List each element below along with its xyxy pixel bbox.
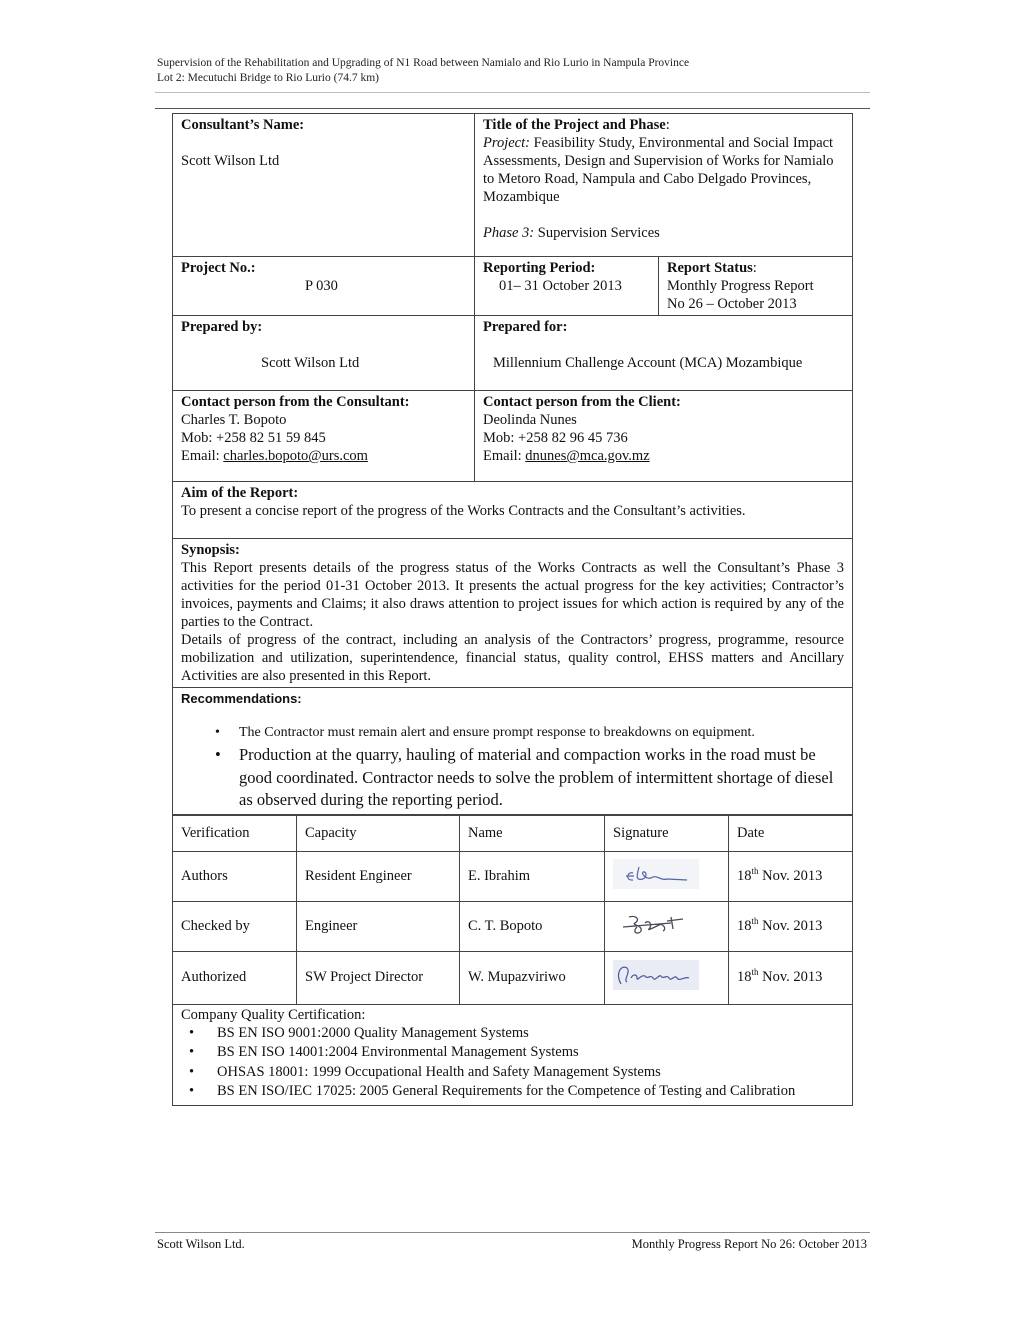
aim-cell [173, 482, 853, 539]
verification-capacity: SW Project Director [297, 951, 460, 1004]
project-period-row [173, 257, 853, 316]
verification-name: E. Ibrahim [460, 851, 605, 901]
verification-name: C. T. Bopoto [460, 901, 605, 951]
synopsis-paragraph-2: Details of progress of the contract, including an analysis of the Contractors’ progress, programme, resource mobilization and utilization, superintendence, financial status, quality control, EHSS matters and Ancillary Activities are also presented in this Report. [181, 632, 844, 684]
aim-row [173, 482, 853, 539]
prepared-for-value: Millennium Challenge Account (MCA) Mozambique [493, 355, 803, 371]
signature-header: Signature [605, 815, 729, 851]
verification-role: Authors [173, 851, 297, 901]
report-status-line-1: Monthly Progress Report [667, 278, 814, 294]
synopsis-row [173, 539, 853, 688]
client-contact-label: Contact person from the Client: [483, 394, 681, 410]
consultant-name: Scott Wilson Ltd [181, 153, 280, 169]
certification-item: • BS EN ISO 14001:2004 Environmental Management Systems [217, 1043, 844, 1063]
project-label: Project: [483, 135, 530, 151]
signature-bopoto-icon [613, 909, 699, 939]
consultant-contact-mobile: Mob: +258 82 51 59 845 [181, 430, 326, 446]
prepared-for-cell [475, 316, 853, 391]
certification-item: • OHSAS 18001: 1999 Occupational Health and Safety Management Systems [217, 1063, 844, 1083]
synopsis-label: Synopsis: [181, 542, 240, 558]
aim-text: To present a concise report of the progress of the Works Contracts and the Consultant’s activities. [181, 503, 746, 519]
recommendation-item: • Production at the quarry, hauling of material and compaction works in the road must be good coordinated. Contractor needs to solve the problem of intermittent shortage of diesel as observed during the reporting period. [239, 744, 844, 812]
signature-mupazviriwo-icon [613, 960, 699, 990]
header-divider [155, 92, 870, 93]
verification-name: W. Mupazviriwo [460, 951, 605, 1004]
contacts-row [173, 391, 853, 482]
report-status-line-2: No 26 – October 2013 [667, 296, 797, 312]
phase-label: Phase 3: [483, 225, 535, 241]
consultant-contact-cell: Contact person from the Consultant: Charles T. Bopoto Mob: +258 82 51 59 845 Email: charles.bopoto@urs.com [173, 391, 475, 482]
consultant-email-link[interactable]: charles.bopoto@urs.com [223, 448, 368, 464]
verification-row-checked [173, 901, 853, 951]
verification-table [172, 815, 853, 1106]
client-contact-name: Deolinda Nunes [483, 412, 577, 428]
verification-date: 18th Nov. 2013 [729, 951, 853, 1004]
reporting-period-label: Reporting Period: [483, 260, 596, 276]
prepared-row [173, 316, 853, 391]
signature-cell [605, 901, 729, 951]
client-contact-mobile: Mob: +258 82 96 45 736 [483, 430, 628, 446]
recommendations-row [173, 688, 853, 815]
report-cover-frame [172, 113, 852, 1106]
certification-item: • BS EN ISO/IEC 17025: 2005 General Requirements for the Competence of Testing and Calibration [217, 1082, 844, 1102]
prepared-by-cell [173, 316, 475, 391]
synopsis-cell [173, 539, 853, 688]
signature-cell [605, 851, 729, 901]
verification-capacity: Engineer [297, 901, 460, 951]
report-status-cell: Report Status: Monthly Progress Report No 26 – October 2013 [659, 257, 853, 316]
recommendation-item: • The Contractor must remain alert and ensure prompt response to breakdowns on equipment. [239, 724, 844, 742]
header-divider-bold [155, 108, 870, 109]
client-contact-cell: Contact person from the Client: Deolinda Nunes Mob: +258 82 96 45 736 Email: dnunes@mca.gov.mz [475, 391, 853, 482]
footer-report-title: Monthly Progress Report No 26: October 2013 [631, 1237, 867, 1251]
verification-role: Authorized [173, 951, 297, 1004]
verification-row-authorized [173, 951, 853, 1004]
verification-date: 18th Nov. 2013 [729, 901, 853, 951]
client-email-link[interactable]: dnunes@mca.gov.mz [525, 448, 650, 464]
certification-label: Company Quality Certification: [181, 1006, 366, 1023]
verification-header-row [173, 815, 853, 851]
synopsis-paragraph-1: This Report presents details of the progress status of the Works Contracts as well the Consultant’s Phase 3 activities for the period 01-31 October 2013. It presents the actual progress for the key activities; Contractor’s invoices, payments and Claims; it also draws attention to project issues for which action is required by any of the parties to the Contract. [181, 560, 844, 630]
verification-date: 18th Nov. 2013 [729, 851, 853, 901]
recommendations-label: Recommendations: [181, 691, 302, 706]
certification-cell [173, 1004, 853, 1105]
date-header: Date [729, 815, 853, 851]
prepared-by-label: Prepared by: [181, 319, 263, 335]
project-no-value: P 030 [305, 278, 338, 294]
reporting-period-value: 01– 31 October 2013 [499, 278, 622, 294]
consultant-label: Consultant’s Name: [181, 117, 305, 133]
page-header [157, 56, 689, 86]
verification-row-authors [173, 851, 853, 901]
consultant-title-row [173, 114, 853, 257]
phase-description: Supervision Services [537, 225, 660, 241]
consultant-contact-label: Contact person from the Consultant: [181, 394, 410, 410]
verification-role: Checked by [173, 901, 297, 951]
signature-cell [605, 951, 729, 1004]
header-line-1: Supervision of the Rehabilitation and Upgrading of N1 Road between Namialo and Rio Lurio in Nampula Province [157, 57, 690, 69]
recommendations-list [181, 724, 844, 812]
project-no-cell [173, 257, 475, 316]
signature-ibrahim-icon [613, 859, 699, 889]
aim-label: Aim of the Report: [181, 485, 299, 501]
reporting-period-cell [475, 257, 659, 316]
capacity-header: Capacity [297, 815, 460, 851]
footer-divider [155, 1232, 870, 1233]
verification-capacity: Resident Engineer [297, 851, 460, 901]
prepared-for-label: Prepared for: [483, 319, 568, 335]
footer-company: Scott Wilson Ltd. [157, 1237, 245, 1251]
verification-header: Verification [173, 815, 297, 851]
certification-list [181, 1024, 844, 1102]
certification-item: • BS EN ISO 9001:2000 Quality Management Systems [217, 1024, 844, 1044]
recommendations-cell [173, 688, 853, 815]
project-description: Feasibility Study, Environmental and Social Impact Assessments, Design and Supervision of Works for Namialo to Metoro Road, Nampula and Cabo Delgado Provinces, Mozambique [483, 135, 834, 205]
project-title-cell: Title of the Project and Phase: Project: Feasibility Study, Environmental and Social Impact Assessments, Design and Supervision of Works for Namialo to Metoro Road, Nampula and Cabo Delgado Provinces, Mozambique Phase 3: Supervision Services [475, 114, 853, 257]
report-info-table [172, 113, 853, 815]
consultant-cell [173, 114, 475, 257]
prepared-by-value: Scott Wilson Ltd [261, 355, 360, 371]
consultant-contact-name: Charles T. Bopoto [181, 412, 287, 428]
project-title-label: Title of the Project and Phase [483, 117, 666, 133]
project-no-label: Project No.: [181, 260, 256, 276]
name-header: Name [460, 815, 605, 851]
certification-row [173, 1004, 853, 1105]
header-line-2: Lot 2: Mecutuchi Bridge to Rio Lurio (74.7 km) [157, 72, 379, 84]
report-status-label: Report Status [667, 260, 753, 276]
